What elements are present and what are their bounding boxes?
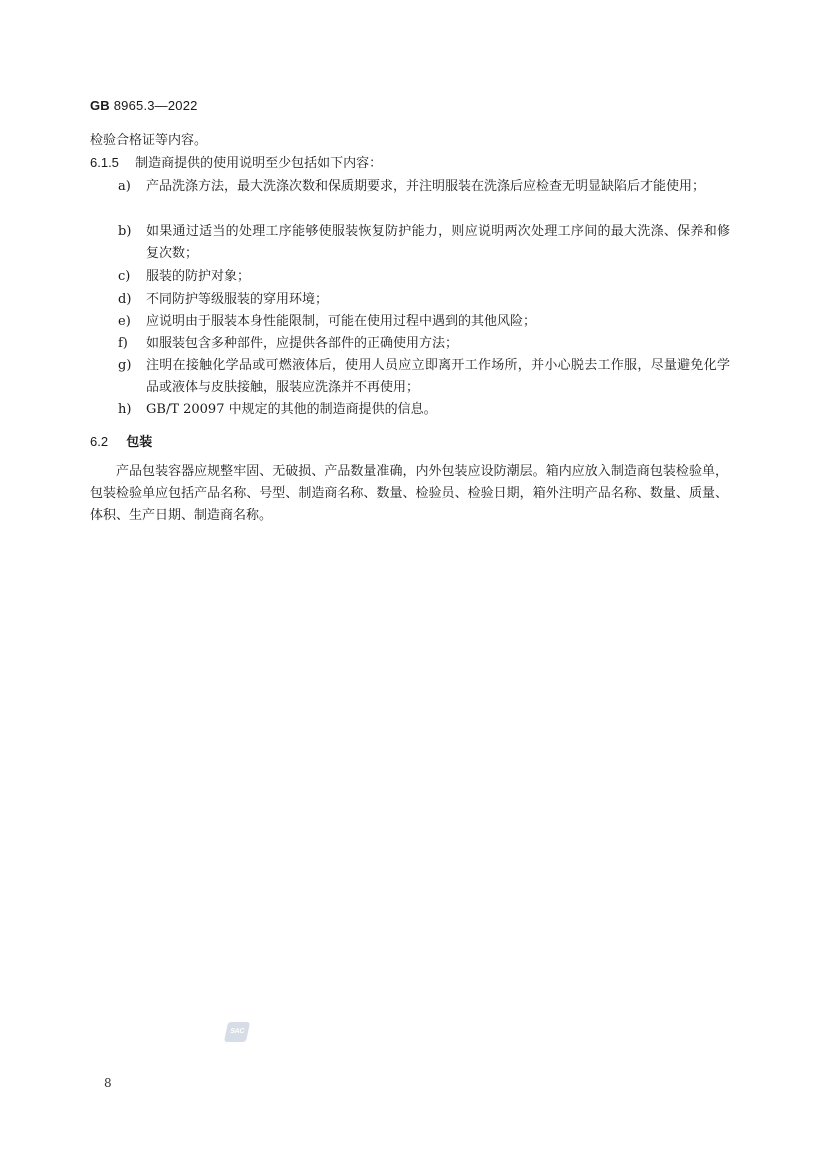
- list-text: 产品洗涤方法，最大洗涤次数和保质期要求，并注明服装在洗涤后应检查无明显缺陷后才能使用；: [146, 179, 706, 194]
- section-number: 6.2: [90, 434, 109, 449]
- list-item-g: [118, 355, 730, 399]
- continuation-text: 检验合格证等内容。: [90, 133, 208, 148]
- list-item-e: [118, 311, 730, 333]
- list-item-f: [118, 333, 730, 355]
- list-mark: d): [118, 292, 132, 307]
- sac-watermark-logo: SAC: [224, 1022, 250, 1042]
- list-text: GB/T 20097 中规定的其他的制造商提供的信息。: [146, 402, 437, 417]
- clause-number: 6.1.5: [90, 155, 119, 170]
- list-item-b: [118, 221, 730, 265]
- list-item-c: [118, 266, 730, 288]
- list-item-a: [118, 176, 730, 198]
- list-text: 不同防护等级服装的穿用环境；: [146, 292, 329, 307]
- list-text: 如服装包含多种部件，应提供各部件的正确使用方法；: [146, 336, 459, 351]
- list-mark: h): [118, 402, 132, 417]
- list-text: 注明在接触化学品或可燃液体后，使用人员应立即离开工作场所，并小心脱去工作服，尽量避免化学品或液体与皮肤接触，服装应洗涤并不再使用；: [146, 358, 730, 395]
- list-mark: f): [118, 336, 128, 351]
- list-mark: a): [118, 179, 131, 194]
- section-title: 包装: [126, 434, 153, 449]
- standard-number: 8965.3—2022: [113, 98, 198, 113]
- clause-6-1-5: [90, 152, 382, 175]
- standard-prefix: GB: [90, 98, 110, 113]
- list-text: 应说明由于服装本身性能限制，可能在使用过程中遇到的其他风险；: [146, 314, 537, 329]
- list-item-h: [118, 399, 730, 421]
- packaging-paragraph: 产品包装容器应规整牢固、无破损、产品数量准确，内外包装应设防潮层。箱内应放入制造商包装检验单，包装检验单应包括产品名称、号型、制造商名称、数量、检验员、检验日期，箱外注明产品名称、数量、质量、体积、生产日期、制造商名称。: [90, 464, 728, 523]
- list-text: 服装的防护对象；: [146, 269, 251, 284]
- section-heading-6-2: [90, 431, 152, 454]
- list-mark: b): [118, 224, 132, 239]
- list-mark: g): [118, 358, 132, 373]
- list-item-d: [118, 289, 730, 311]
- list-mark: e): [118, 314, 131, 329]
- page-number: 8: [104, 1076, 112, 1090]
- clause-text: 制造商提供的使用说明至少包括如下内容：: [135, 156, 383, 171]
- list-text: 如果通过适当的处理工序能够使服装恢复防护能力，则应说明两次处理工序间的最大洗涤、保养和修复次数；: [146, 224, 730, 261]
- standard-header: [90, 98, 198, 113]
- list-mark: c): [118, 269, 131, 284]
